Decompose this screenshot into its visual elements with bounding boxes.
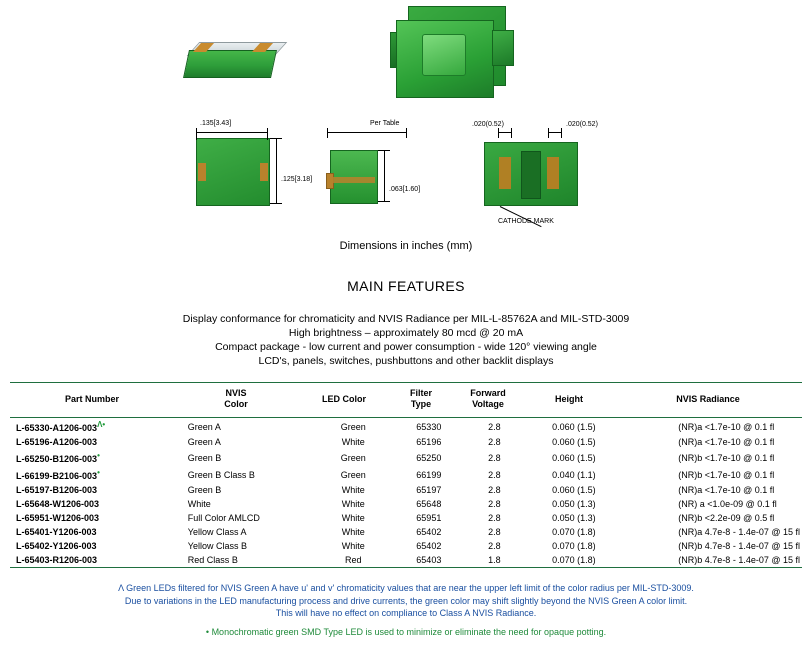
dim-height-text: .125[3.18] xyxy=(281,176,313,183)
cell-height: 0.070 (1.8) xyxy=(552,541,596,551)
cell-part-number: L-65330-A1206-003Λ• xyxy=(16,420,106,433)
col-forward-voltage-l2: Voltage xyxy=(472,399,504,409)
cell-forward-voltage: 2.8 xyxy=(488,437,501,447)
main-features-title: MAIN FEATURES xyxy=(347,278,465,294)
footnote-bullet-text: Monochromatic green SMD Type LED is used to minimize or eliminate the need for opaque potting. xyxy=(211,626,607,637)
cell-forward-voltage: 2.8 xyxy=(488,421,501,432)
part-number-footnote-mark: Λ• xyxy=(97,420,106,429)
table-rule-bottom xyxy=(10,567,802,568)
cell-nvis-color: Green B xyxy=(187,452,222,463)
cell-part-number: L-65951-W1206-003 xyxy=(16,513,100,523)
cell-nvis-color: White xyxy=(187,499,211,509)
cell-part-number: L-65196-A1206-003 xyxy=(16,437,98,447)
table-header-row xyxy=(10,383,802,417)
table-row xyxy=(10,511,802,525)
dim-thickness-tick-top xyxy=(378,150,390,151)
dim-thickness-text: .063[1.60] xyxy=(389,186,421,193)
table-row xyxy=(10,435,802,449)
table-row xyxy=(10,418,802,435)
table-row xyxy=(10,553,802,567)
footnotes xyxy=(0,582,812,638)
dim-width-tick-left xyxy=(196,128,197,140)
col-nvis-color xyxy=(174,383,298,417)
cell-nvis-radiance: (NR)a <1.7e-10 @ 0.1 fl xyxy=(678,437,775,447)
dim-height-tick-top xyxy=(270,138,282,139)
col-height xyxy=(524,383,614,417)
led-side-view xyxy=(330,150,378,204)
dim-height-tick-bottom xyxy=(270,203,282,204)
cell-part-number: L-65197-B1206-003 xyxy=(16,485,98,495)
cell-nvis-radiance: (NR) a <1.0e-09 @ 0.1 fl xyxy=(678,499,777,509)
cell-forward-voltage: 1.8 xyxy=(488,555,501,565)
cell-forward-voltage: 2.8 xyxy=(488,499,501,509)
cell-height: 0.070 (1.8) xyxy=(552,527,596,537)
cell-forward-voltage: 2.8 xyxy=(488,485,501,495)
dim-pertable-text: Per Table xyxy=(370,120,400,127)
cell-height: 0.050 (1.3) xyxy=(552,499,596,509)
cell-nvis-color: Red Class B xyxy=(187,555,238,565)
col-nvis-radiance xyxy=(614,383,802,417)
cell-part-number: L-66199-B2106-003• xyxy=(16,468,100,481)
part-number-footnote-mark: • xyxy=(97,451,100,460)
dim-padleft-tick-a xyxy=(498,128,499,138)
cell-part-number: L-65403-R1206-003 xyxy=(16,555,98,565)
footnote-lambda xyxy=(0,582,812,620)
parts-table-body-wrap xyxy=(10,418,802,567)
parts-table-head xyxy=(10,383,802,417)
cell-nvis-radiance: (NR)a <1.7e-10 @ 0.1 fl xyxy=(678,485,775,495)
col-nvis-color-l1: NVIS xyxy=(225,388,247,398)
cell-led-color: White xyxy=(341,499,365,509)
cell-nvis-color: Green B xyxy=(187,485,222,495)
main-feature-line-3: Compact package - low current and power consumption - wide 120° viewing angle xyxy=(215,341,597,353)
table-row xyxy=(10,497,802,511)
led-pad-view xyxy=(484,142,578,206)
cell-part-number: L-65401-Y1206-003 xyxy=(16,527,97,537)
dim-padright-text: .020(0.52) xyxy=(566,121,598,128)
chip-3d-emitter-window xyxy=(422,34,466,76)
cell-filter-type: 65951 xyxy=(416,513,442,523)
cell-forward-voltage: 2.8 xyxy=(488,469,501,480)
col-nvis-color-l2: Color xyxy=(224,399,248,409)
pad-view-pad-right xyxy=(547,157,559,189)
table-row xyxy=(10,483,802,497)
table-row xyxy=(10,449,802,466)
cell-nvis-color: Full Color AMLCD xyxy=(187,513,260,523)
dim-thickness-line xyxy=(384,150,385,202)
table-row xyxy=(10,539,802,553)
cell-nvis-color: Green A xyxy=(187,421,221,432)
dim-width-text: .135[3.43] xyxy=(200,120,232,127)
col-filter-type-l2: Type xyxy=(410,399,432,409)
dim-padright-tick-b xyxy=(561,128,562,138)
cell-nvis-color: Green A xyxy=(187,437,221,447)
cell-forward-voltage: 2.8 xyxy=(488,541,501,551)
dim-padright-tick-a xyxy=(548,128,549,138)
col-forward-voltage xyxy=(452,383,524,417)
cell-height: 0.040 (1.1) xyxy=(552,469,596,480)
led-perspective-view xyxy=(186,38,278,82)
pad-view-pad-left xyxy=(499,157,511,189)
footnote-lambda-line1: Green LEDs filtered for NVIS Green A have u' and v' chromaticity values that are near the upper left limit of the color radius per MIL-STD-3009. xyxy=(126,583,694,593)
cell-filter-type: 65250 xyxy=(416,452,442,463)
dim-padright-line xyxy=(548,132,562,133)
cell-height: 0.070 (1.8) xyxy=(552,555,596,565)
cell-filter-type: 65330 xyxy=(416,421,442,432)
dim-thickness-tick-bottom xyxy=(378,201,390,202)
chip-body xyxy=(183,50,277,78)
cell-height: 0.060 (1.5) xyxy=(552,485,596,495)
parts-table-wrapper xyxy=(0,382,812,568)
cell-filter-type: 65403 xyxy=(416,555,442,565)
cell-forward-voltage: 2.8 xyxy=(488,513,501,523)
dim-width-tick-right xyxy=(267,128,268,140)
cell-nvis-radiance: (NR)b 4.7e-8 - 1.4e-07 @ 15 fl xyxy=(678,555,800,565)
drawing-area xyxy=(0,0,812,262)
cell-led-color: Red xyxy=(345,555,362,565)
cell-nvis-color: Green B Class B xyxy=(187,469,255,480)
cell-forward-voltage: 2.8 xyxy=(488,452,501,463)
cell-forward-voltage: 2.8 xyxy=(488,527,501,537)
footnote-lambda-line3: This will have no effect on compliance to Class A NVIS Radiance. xyxy=(275,608,537,618)
cell-height: 0.060 (1.5) xyxy=(552,421,596,432)
cell-nvis-radiance: (NR)a 4.7e-8 - 1.4e-07 @ 15 fl xyxy=(678,527,800,537)
cathode-mark-label: CATHODE MARK xyxy=(498,218,554,225)
dim-width-line xyxy=(196,132,268,133)
cell-part-number: L-65402-Y1206-003 xyxy=(16,541,97,551)
cell-nvis-color: Yellow Class A xyxy=(187,527,247,537)
cell-filter-type: 65197 xyxy=(416,485,442,495)
cell-nvis-radiance: (NR)b <1.7e-10 @ 0.1 fl xyxy=(678,469,775,480)
cell-filter-type: 65196 xyxy=(416,437,442,447)
cell-led-color: White xyxy=(341,527,365,537)
dim-height-line xyxy=(276,138,277,204)
cell-height: 0.050 (1.3) xyxy=(552,513,596,523)
chip-3d-tab-right xyxy=(492,30,514,66)
col-nvis-radiance-l1: NVIS Radiance xyxy=(676,393,740,404)
dim-padleft-text: .020(0.52) xyxy=(472,121,504,128)
cell-nvis-radiance: (NR)a <1.7e-10 @ 0.1 fl xyxy=(678,421,775,432)
dim-pertable-line xyxy=(327,132,407,133)
cell-nvis-radiance: (NR)b <1.7e-10 @ 0.1 fl xyxy=(678,452,775,463)
main-feature-line-1: Display conformance for chromaticity and NVIS Radiance per MIL-L-85762A and MIL-STD-3009 xyxy=(182,313,630,325)
col-filter-type-l1: Filter xyxy=(409,388,432,398)
col-part-number xyxy=(10,383,174,417)
lambda-symbol: Λ xyxy=(118,583,124,593)
footnote-lambda-line2: Due to variations in the LED manufacturing process and drive currents, the green color may shift slightly beyond the NVIS Green A color limit. xyxy=(124,595,688,606)
top-view-pad-left xyxy=(198,163,206,181)
table-row xyxy=(10,525,802,539)
col-filter-type xyxy=(390,383,452,417)
col-led-color-l1: LED Color xyxy=(322,393,366,404)
cell-part-number: L-65648-W1206-003 xyxy=(16,499,100,509)
cell-led-color: Green xyxy=(340,469,366,480)
led-top-view xyxy=(196,138,270,206)
col-height-l1: Height xyxy=(555,393,583,404)
col-forward-voltage-l1: Forward xyxy=(470,388,506,398)
dim-pertable-tick-right xyxy=(406,128,407,138)
dimensions-caption: Dimensions in inches (mm) xyxy=(339,240,473,252)
cell-led-color: Green xyxy=(340,452,366,463)
dim-pertable-tick-left xyxy=(327,128,328,138)
top-view-pad-right xyxy=(260,163,268,181)
table-row xyxy=(10,466,802,483)
main-feature-line-2: High brightness – approximately 80 mcd @ 20 mA xyxy=(288,327,524,339)
part-number-footnote-mark: • xyxy=(97,468,100,477)
cell-filter-type: 65648 xyxy=(416,499,442,509)
cell-height: 0.060 (1.5) xyxy=(552,437,596,447)
cell-nvis-radiance: (NR)b 4.7e-8 - 1.4e-07 @ 15 fl xyxy=(678,541,800,551)
cell-led-color: White xyxy=(341,541,365,551)
dim-padleft-line xyxy=(498,132,512,133)
led-3d-view xyxy=(392,6,520,106)
cell-nvis-radiance: (NR)b <2.2e-09 @ 0.5 fl xyxy=(678,513,775,523)
cell-filter-type: 65402 xyxy=(416,527,442,537)
cell-led-color: White xyxy=(341,513,365,523)
cell-height: 0.060 (1.5) xyxy=(552,452,596,463)
cell-filter-type: 65402 xyxy=(416,541,442,551)
footnote-bullet xyxy=(0,626,812,639)
col-part-number-l1: Part Number xyxy=(64,393,119,404)
cell-led-color: White xyxy=(341,437,365,447)
cell-led-color: White xyxy=(341,485,365,495)
parts-table xyxy=(10,383,802,417)
main-feature-line-4: LCD's, panels, switches, pushbuttons and other backlit displays xyxy=(258,355,554,367)
side-view-band xyxy=(331,177,375,183)
cell-led-color: Green xyxy=(340,421,366,432)
cell-filter-type: 66199 xyxy=(416,469,442,480)
pad-view-slot xyxy=(521,151,541,199)
bullet-symbol: • xyxy=(205,626,210,637)
main-features-list xyxy=(0,312,812,368)
dim-padleft-tick-b xyxy=(511,128,512,138)
cell-nvis-color: Yellow Class B xyxy=(187,541,247,551)
cell-part-number: L-65250-B1206-003• xyxy=(16,451,100,464)
col-led-color xyxy=(298,383,390,417)
parts-table-body xyxy=(10,418,802,567)
